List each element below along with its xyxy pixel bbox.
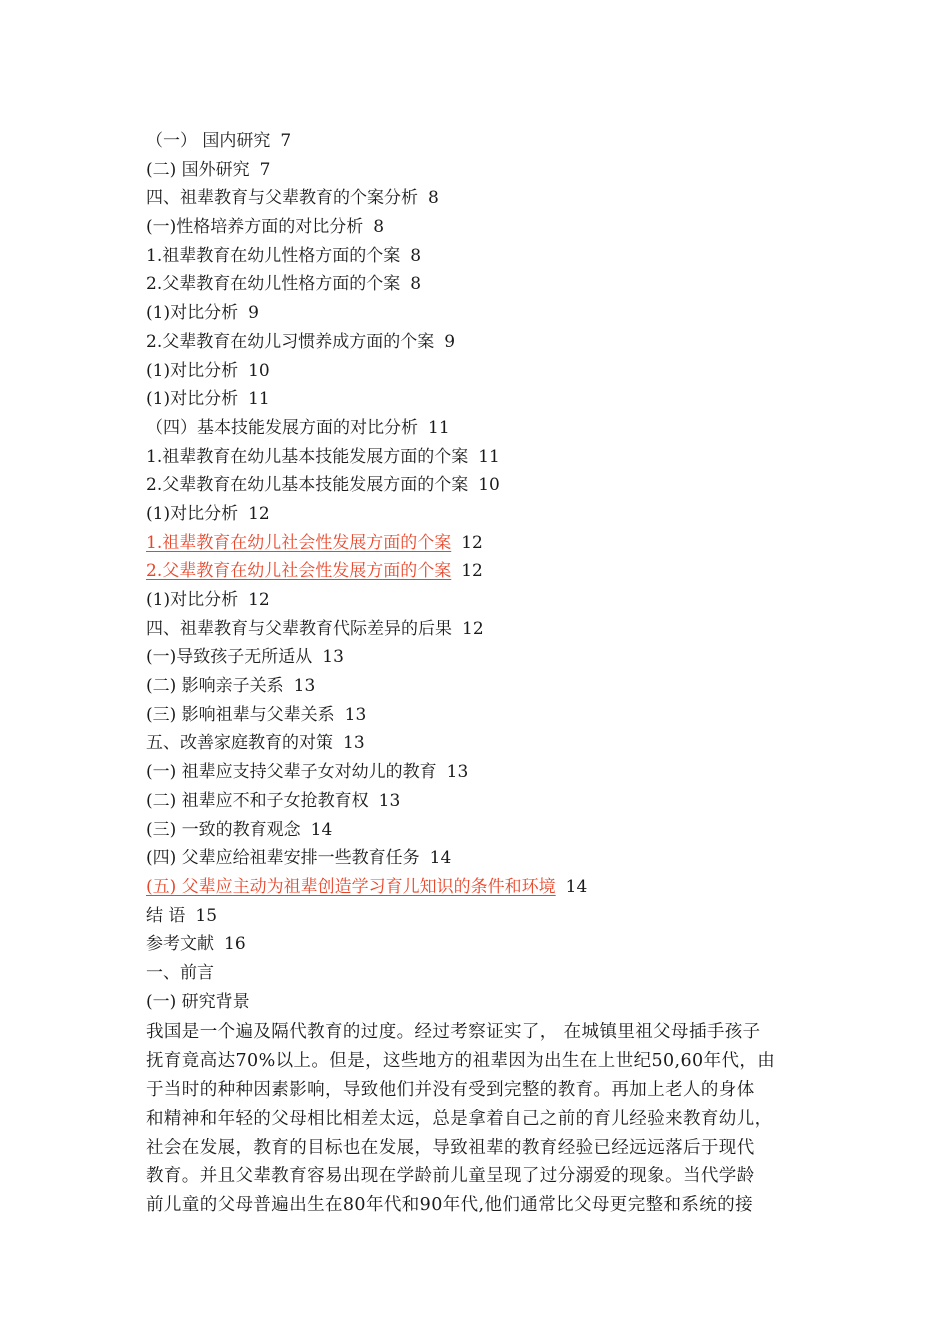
toc-item	[146, 299, 816, 328]
table-of-contents	[146, 127, 816, 1016]
toc-item-page-number: 14	[310, 819, 333, 840]
toc-item-page-number: 14	[565, 876, 588, 897]
toc-item-page-number: 14	[429, 848, 452, 869]
toc-item	[146, 729, 816, 758]
toc-item-text: (四) 父辈应给祖辈安排一些教育任务	[146, 848, 420, 869]
toc-item	[146, 902, 816, 931]
toc-link-item[interactable]	[146, 873, 816, 902]
toc-item-text: 2.父辈教育在幼儿习惯养成方面的个案	[146, 331, 435, 352]
paragraph-line: 于当时的种种因素影响，导致他们并没有受到完整的教育。再加上老人的身体	[146, 1079, 755, 1100]
toc-item-text: (二) 影响亲子关系	[146, 676, 284, 697]
toc-item-text: 参考文献	[146, 934, 214, 955]
toc-item-page-number: 12	[461, 561, 483, 582]
toc-item-page-number: 15	[195, 905, 218, 926]
toc-item-text: (一) 研究背景	[146, 991, 250, 1012]
toc-item-text: （一） 国内研究	[146, 131, 271, 151]
toc-item	[146, 270, 816, 299]
toc-item-text: (1)对比分析	[146, 303, 239, 324]
toc-item-text: 五、改善家庭教育的对策	[146, 733, 333, 754]
toc-item-text: 2.父辈教育在幼儿性格方面的个案	[146, 274, 401, 295]
toc-item-page-number: 7	[280, 131, 292, 151]
paragraph-line: 我国是一个遍及隔代教育的过度。经过考察证实了， 在城镇里祖父母插手孩子	[146, 1022, 761, 1043]
toc-item-page-number: 13	[378, 790, 401, 811]
toc-item-page-number: 9	[444, 331, 456, 352]
toc-item	[146, 156, 816, 185]
toc-item	[146, 930, 816, 959]
toc-item-page-number: 8	[373, 217, 385, 238]
document-page	[146, 127, 816, 1220]
toc-item-page-number: 13	[446, 762, 469, 783]
toc-item-text: 1.祖辈教育在幼儿基本技能发展方面的个案	[146, 446, 469, 467]
toc-item	[146, 988, 816, 1017]
toc-item-page-number: 10	[478, 475, 500, 496]
toc-item-text: 2.父辈教育在幼儿基本技能发展方面的个案	[146, 475, 469, 496]
toc-link-item[interactable]	[146, 529, 816, 558]
toc-item-page-number: 12	[248, 503, 270, 524]
toc-item	[146, 443, 816, 472]
toc-item-page-number: 11	[478, 446, 500, 467]
toc-item	[146, 816, 816, 845]
toc-item	[146, 844, 816, 873]
toc-item-page-number: 12	[462, 618, 484, 639]
toc-item-page-number: 11	[428, 417, 450, 438]
toc-item	[146, 615, 816, 644]
paragraph-line: 前儿童的父母普遍出生在80年代和90年代,他们通常比父母更完整和系统的接	[146, 1195, 753, 1216]
toc-item-page-number: 11	[248, 389, 270, 410]
toc-item-text: (一)性格培养方面的对比分析	[146, 217, 364, 238]
toc-item-page-number: 12	[248, 590, 270, 610]
toc-item-text: 四、祖辈教育与父辈教育代际差异的后果	[146, 618, 452, 639]
toc-item	[146, 701, 816, 730]
toc-item	[146, 500, 816, 529]
toc-item	[146, 357, 816, 386]
toc-item-page-number: 13	[344, 704, 367, 725]
toc-item	[146, 471, 816, 500]
toc-item	[146, 213, 816, 242]
toc-item-page-number: 16	[224, 934, 246, 955]
toc-item-text: 1.祖辈教育在幼儿性格方面的个案	[146, 245, 401, 266]
toc-item-text: (1)对比分析	[146, 389, 239, 410]
toc-link-item[interactable]	[146, 557, 816, 586]
toc-item	[146, 328, 816, 357]
toc-item-text: (二) 国外研究	[146, 159, 250, 180]
toc-item-text: （四）基本技能发展方面的对比分析	[146, 417, 418, 438]
toc-item-text: (1)对比分析	[146, 503, 239, 524]
toc-item	[146, 959, 816, 988]
toc-item-page-number: 12	[461, 532, 483, 553]
toc-item-page-number: 10	[248, 360, 270, 381]
toc-item	[146, 127, 816, 156]
toc-item	[146, 242, 816, 271]
toc-item-text: (1)对比分析	[146, 590, 239, 610]
toc-item-text[interactable]: 1.祖辈教育在幼儿社会性发展方面的个案	[146, 532, 452, 553]
toc-item-text: (三) 一致的教育观念	[146, 819, 301, 840]
toc-item-page-number: 7	[259, 159, 271, 180]
toc-item	[146, 586, 816, 615]
toc-item-page-number: 8	[410, 245, 422, 266]
toc-item	[146, 672, 816, 701]
toc-item-text: 结 语	[146, 905, 186, 926]
toc-item	[146, 643, 816, 672]
toc-item-text[interactable]: (五) 父辈应主动为祖辈创造学习育儿知识的条件和环境	[146, 876, 556, 897]
toc-item-page-number: 13	[293, 676, 316, 697]
toc-item-text: (二) 祖辈应不和子女抢教育权	[146, 790, 369, 811]
toc-item-page-number: 13	[343, 733, 365, 754]
toc-item-text: (1)对比分析	[146, 360, 239, 381]
toc-item	[146, 184, 816, 213]
toc-item	[146, 414, 816, 443]
toc-item-text: 四、祖辈教育与父辈教育的个案分析	[146, 188, 418, 209]
toc-item-page-number: 13	[322, 647, 344, 668]
toc-item	[146, 385, 816, 414]
paragraph-line: 社会在发展，教育的目标也在发展，导致祖辈的教育经验已经远远落后于现代	[146, 1137, 755, 1158]
paragraph-line: 抚育竟高达70%以上。但是，这些地方的祖辈因为出生在上世纪50,60年代，由	[146, 1051, 776, 1072]
toc-item	[146, 758, 816, 787]
toc-item-text: (三) 影响祖辈与父辈关系	[146, 704, 335, 725]
toc-item-text[interactable]: 2.父辈教育在幼儿社会性发展方面的个案	[146, 561, 452, 582]
toc-item-page-number: 8	[428, 188, 439, 209]
toc-item-page-number: 9	[248, 303, 259, 324]
toc-item-text: 一、前言	[146, 962, 214, 983]
toc-item-text: (一) 祖辈应支持父辈子女对幼儿的教育	[146, 762, 437, 783]
toc-item-text: (一)导致孩子无所适从	[146, 647, 313, 668]
toc-item	[146, 787, 816, 816]
body-paragraph	[146, 1018, 816, 1220]
paragraph-line: 教育。并且父辈教育容易出现在学龄前儿童呈现了过分溺爱的现象。当代学龄	[146, 1166, 755, 1187]
paragraph-line: 和精神和年轻的父母相比相差太远，总是拿着自己之前的育儿经验来教育幼儿，	[146, 1108, 773, 1129]
toc-item-page-number: 8	[410, 274, 422, 295]
